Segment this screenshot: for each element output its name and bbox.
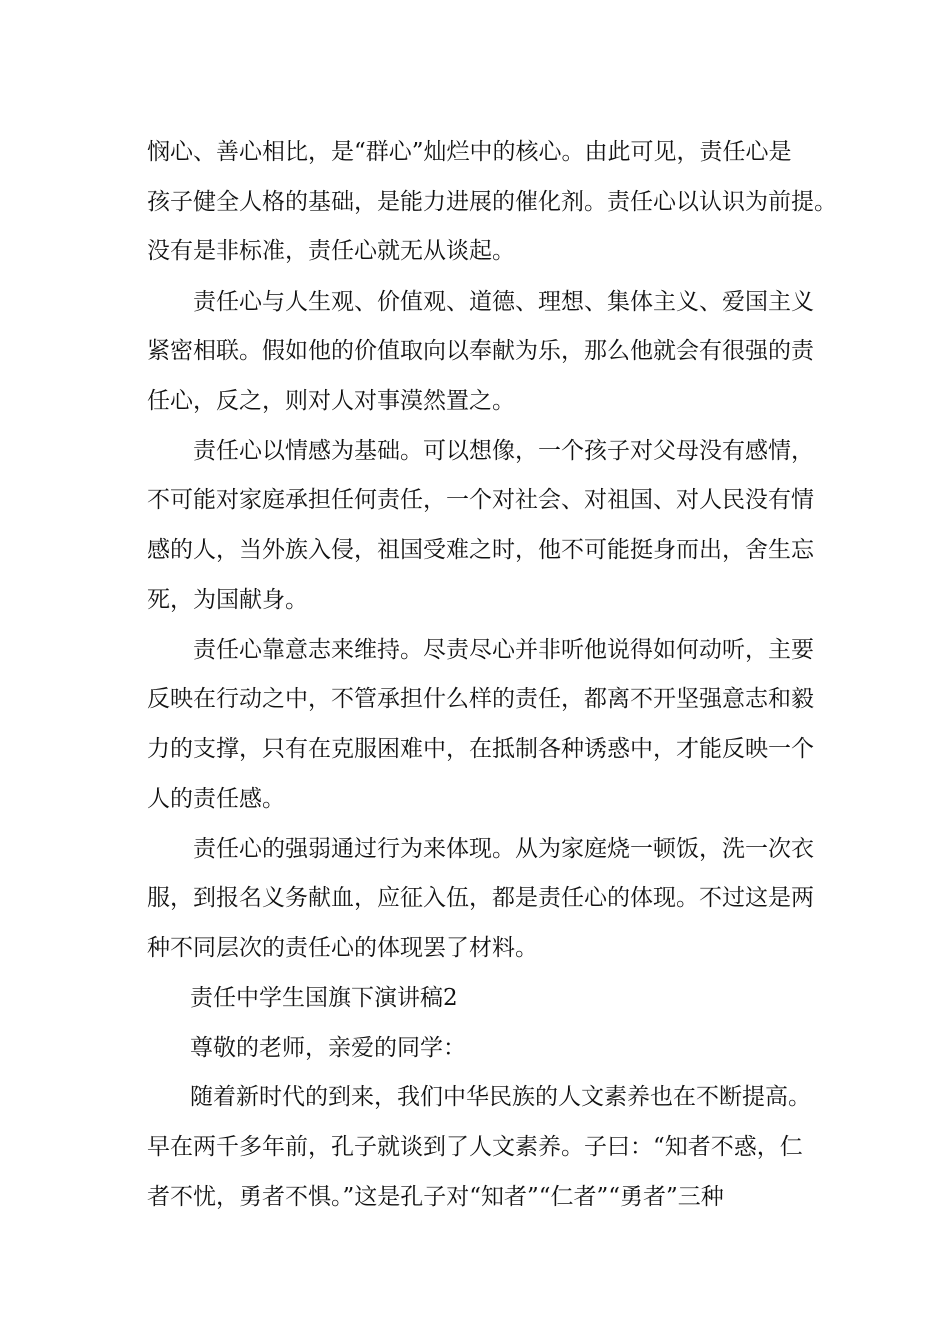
text-line: 早在两千多年前，孔子就谈到了人文素养。子曰：“知者不惑，仁 bbox=[147, 1134, 803, 1160]
text-line: 责任心靠意志来维持。尽责尽心并非听他说得如何动听，主要 bbox=[193, 637, 814, 663]
text-line: 不可能对家庭承担任何责任，一个对社会、对祖国、对人民没有情 bbox=[147, 487, 814, 513]
text-line: 人的责任感。 bbox=[147, 786, 285, 812]
text-line: 没有是非标准，责任心就无从谈起。 bbox=[147, 238, 515, 264]
text-line: 力的支撑，只有在克服困难中，在抵制各种诱惑中，才能反映一个 bbox=[147, 736, 814, 762]
text-line: 服，到报名义务献血，应征入伍，都是责任心的体现。不过这是两 bbox=[147, 885, 814, 911]
text-line: 随着新时代的到来，我们中华民族的人文素养也在不断提高。 bbox=[190, 1084, 811, 1110]
text-line: 孩子健全人格的基础，是能力进展的催化剂。责任心以认识为前提。 bbox=[147, 189, 837, 215]
text-line: 责任心以情感为基础。可以想像，一个孩子对父母没有感情， bbox=[193, 438, 814, 464]
text-line: 种不同层次的责任心的体现罢了材料。 bbox=[147, 935, 538, 961]
text-line: 责任心与人生观、价值观、道德、理想、集体主义、爱国主义 bbox=[193, 289, 814, 315]
text-line: 者不忧，勇者不惧。”这是孔子对“知者”“仁者”“勇者”三种 bbox=[147, 1184, 724, 1210]
text-line: 任心，反之，则对人对事漠然置之。 bbox=[147, 388, 515, 414]
text-line: 悯心、善心相比，是“群心”灿烂中的核心。由此可见，责任心是 bbox=[147, 139, 792, 165]
text-line: 感的人，当外族入侵，祖国受难之时，他不可能挺身而出，舍生忘 bbox=[147, 537, 814, 563]
text-line: 紧密相联。假如他的价值取向以奉献为乐，那么他就会有很强的责 bbox=[147, 338, 814, 364]
text-line: 死，为国献身。 bbox=[147, 587, 308, 613]
text-line: 反映在行动之中，不管承担什么样的责任，都离不开坚强意志和毅 bbox=[147, 686, 814, 712]
section-heading: 责任中学生国旗下演讲稿2 bbox=[190, 985, 458, 1011]
text-line: 责任心的强弱通过行为来体现。从为家庭烧一顿饭，洗一次衣 bbox=[193, 836, 814, 862]
salutation: 尊敬的老师，亲爱的同学： bbox=[190, 1035, 466, 1061]
